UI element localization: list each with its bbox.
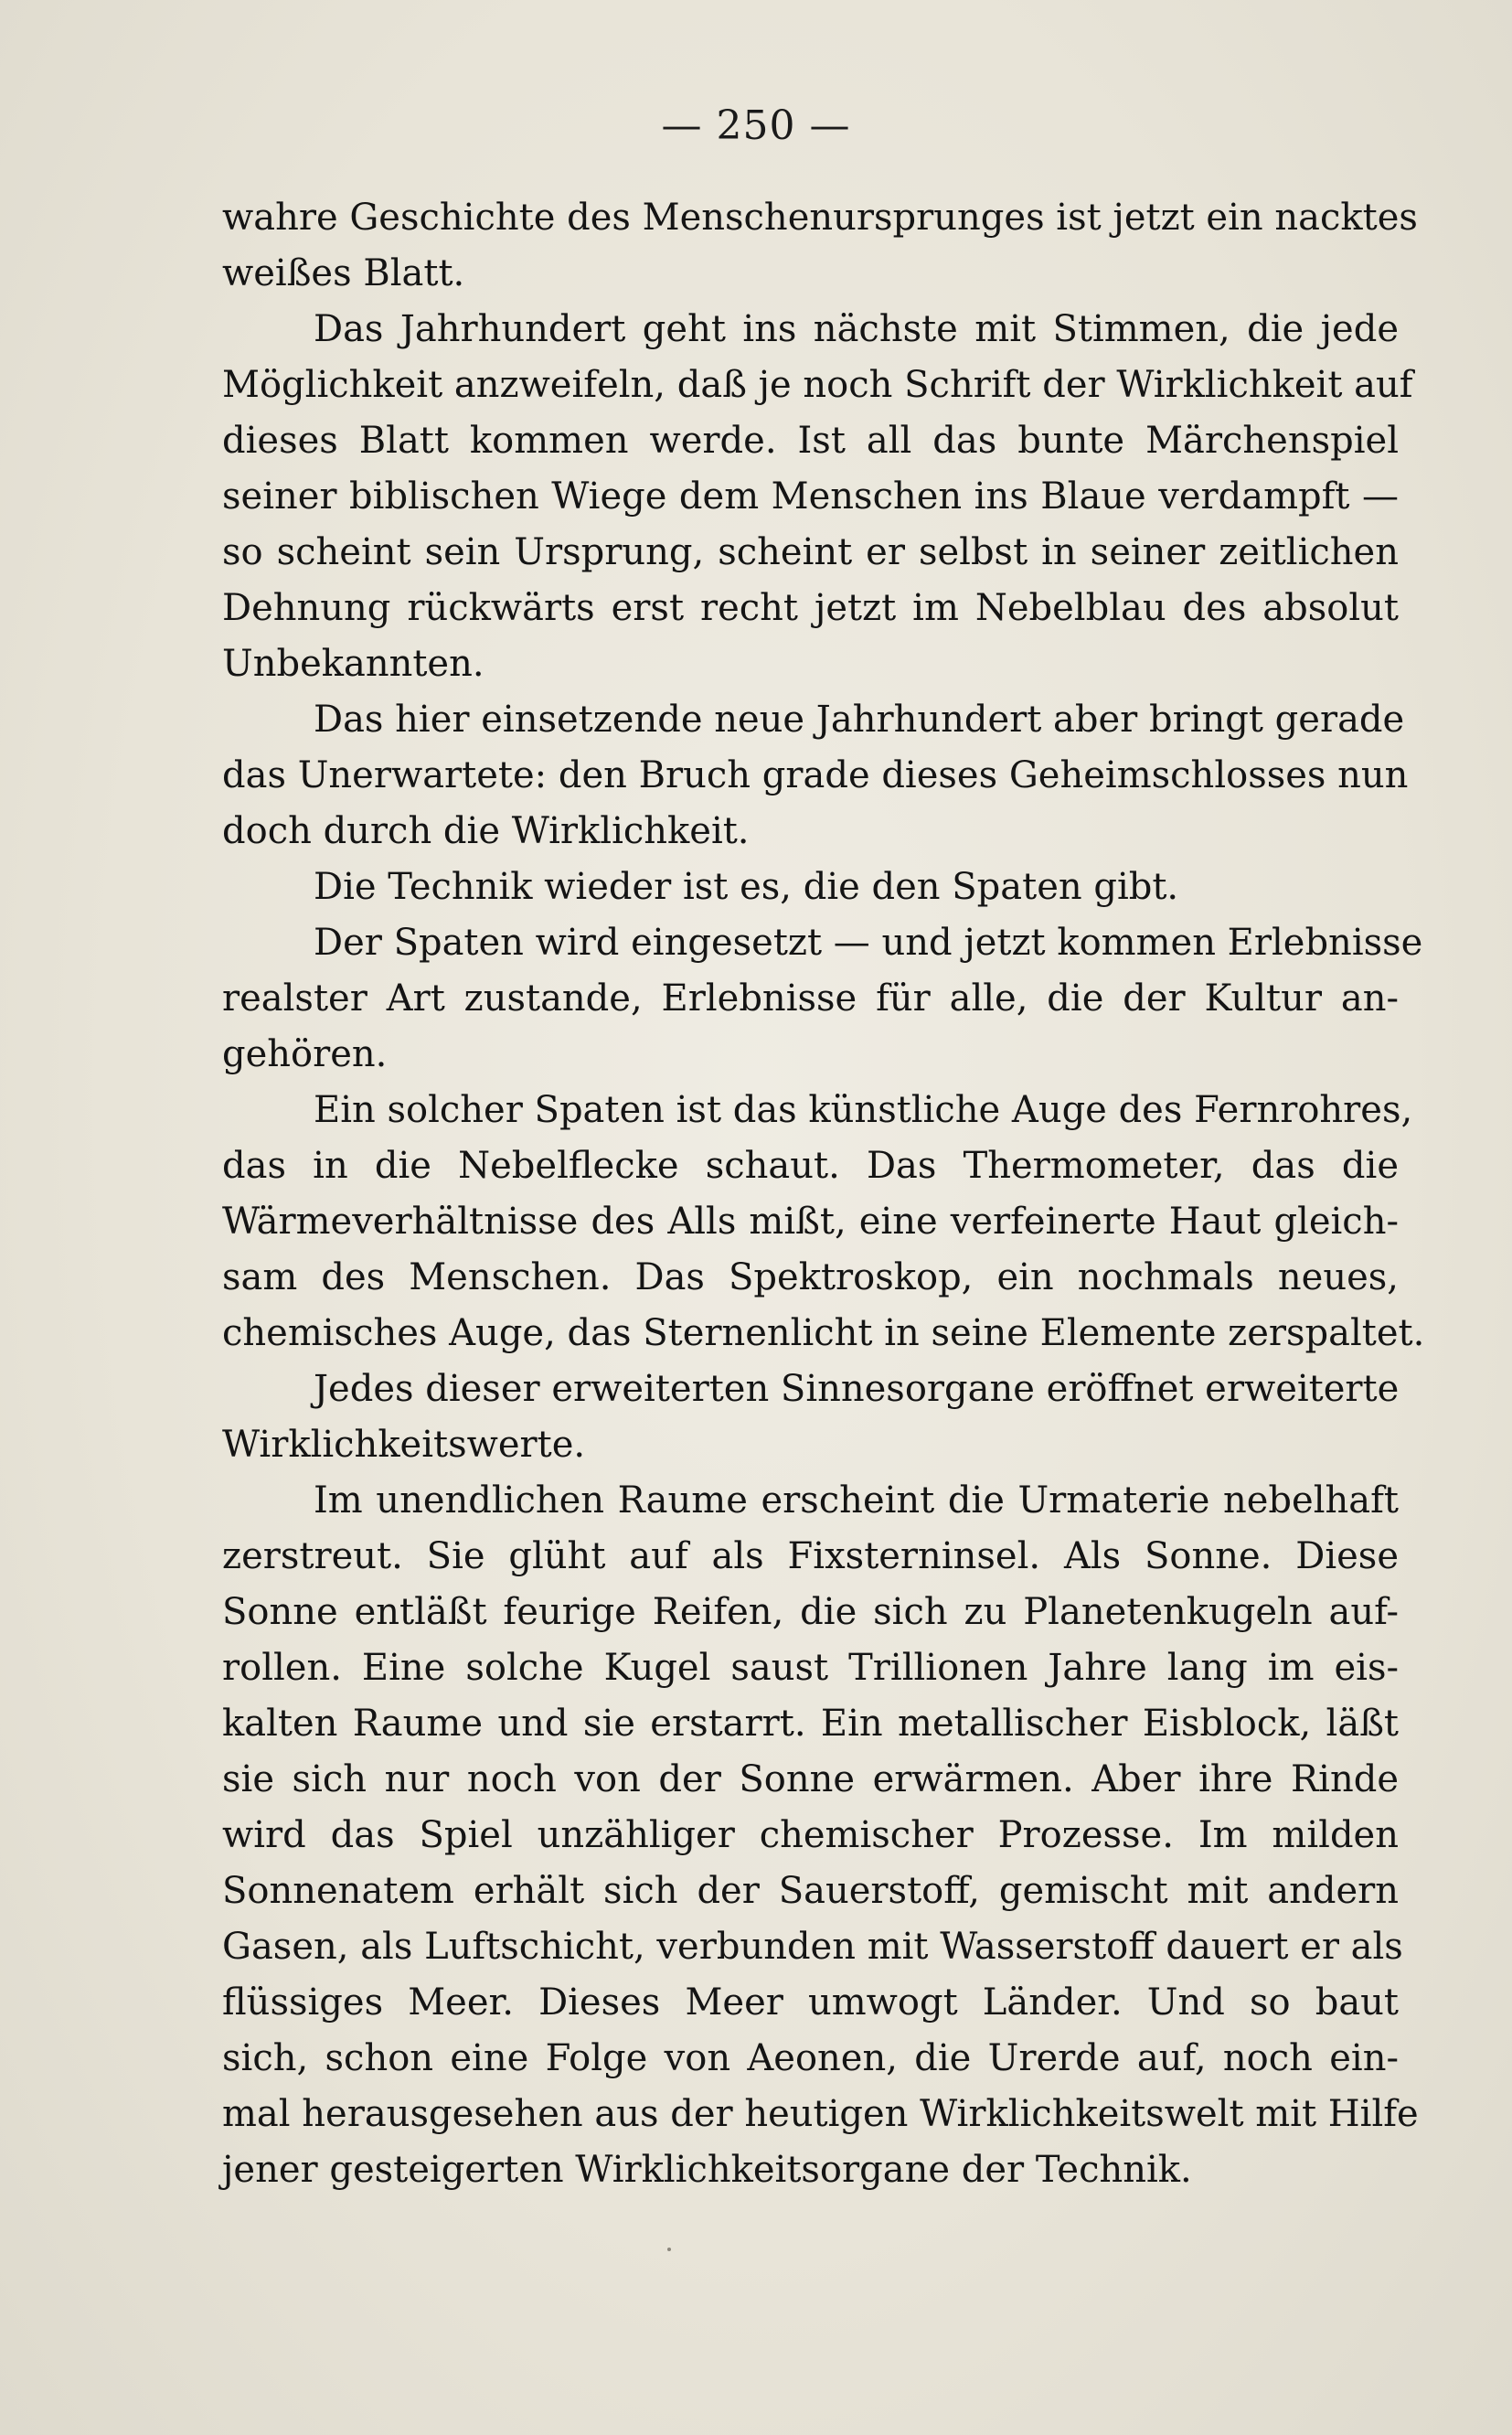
text-line: Möglichkeit anzweifeln, daß je noch Schrift der Wirklichkeit auf bbox=[222, 364, 1413, 406]
text-line: Im unendlichen Raume erscheint die Urmaterie nebelhaft bbox=[314, 1479, 1399, 1522]
text-line: seiner biblischen Wiege dem Menschen ins Blaue verdampft — bbox=[222, 475, 1399, 518]
text-line: Sonne entläßt feurige Reifen, die sich zu Planetenkugeln auf- bbox=[222, 1591, 1399, 1633]
text-line: mal herausgesehen aus der heutigen Wirklichkeitswelt mit Hilfe bbox=[222, 2093, 1419, 2135]
text-line: Unbekannten. bbox=[222, 643, 484, 685]
text-line: realster Art zustande, Erlebnisse für alle, die der Kultur an- bbox=[222, 977, 1399, 1020]
paper-speck bbox=[667, 2248, 671, 2251]
text-line: kalten Raume und sie erstarrt. Ein metallischer Eisblock, läßt bbox=[222, 1703, 1399, 1745]
text-line: Ein solcher Spaten ist das künstliche Auge des Fernrohres, bbox=[314, 1089, 1413, 1131]
text-line: sam des Menschen. Das Spektroskop, ein nochmals neues, bbox=[222, 1256, 1399, 1298]
text-line: doch durch die Wirklichkeit. bbox=[222, 810, 750, 852]
text-line: sich, schon eine Folge von Aeonen, die Urerde auf, noch ein- bbox=[222, 2037, 1399, 2079]
text-line: Das hier einsetzende neue Jahrhundert aber bringt gerade bbox=[314, 699, 1405, 741]
text-line: Wärmeverhältnisse des Alls mißt, eine verfeinerte Haut gleich- bbox=[222, 1201, 1399, 1243]
text-line: rollen. Eine solche Kugel saust Trillionen Jahre lang im eis- bbox=[222, 1647, 1399, 1689]
text-line: das in die Nebelflecke schaut. Das Thermometer, das die bbox=[222, 1145, 1399, 1187]
text-line: so scheint sein Ursprung, scheint er selbst in seiner zeitlichen bbox=[222, 531, 1399, 573]
body-text bbox=[222, 190, 1425, 2198]
text-line: Dehnung rückwärts erst recht jetzt im Nebelblau des absolut bbox=[222, 587, 1399, 629]
page-number: — 250 — bbox=[661, 102, 851, 149]
text-line: jener gesteigerten Wirklichkeitsorgane der Technik. bbox=[222, 2149, 1192, 2191]
text-line: Jedes dieser erweiterten Sinnesorgane eröffnet erweiterte bbox=[314, 1368, 1400, 1410]
text-line: Das Jahrhundert geht ins nächste mit Stimmen, die jede bbox=[314, 308, 1399, 350]
text-line: dieses Blatt kommen werde. Ist all das bunte Märchenspiel bbox=[222, 420, 1399, 462]
text-line: zerstreut. Sie glüht auf als Fixsterninsel. Als Sonne. Diese bbox=[222, 1535, 1399, 1577]
text-line: Wirklichkeitswerte. bbox=[222, 1424, 586, 1466]
text-line: gehören. bbox=[222, 1033, 388, 1075]
text-line: das Unerwartete: den Bruch grade dieses Geheimschlosses nun bbox=[222, 754, 1409, 796]
text-line: Der Spaten wird eingesetzt — und jetzt kommen Erlebnisse bbox=[314, 922, 1423, 964]
text-line: chemisches Auge, das Sternenlicht in seine Elemente zerspaltet. bbox=[222, 1312, 1425, 1354]
text-line: sie sich nur noch von der Sonne erwärmen. Aber ihre Rinde bbox=[222, 1758, 1399, 1800]
text-line: Die Technik wieder ist es, die den Spaten gibt. bbox=[314, 866, 1179, 908]
text-line: flüssiges Meer. Dieses Meer umwogt Länder. Und so baut bbox=[222, 1981, 1399, 2024]
text-line: weißes Blatt. bbox=[222, 252, 465, 294]
text-line: Gasen, als Luftschicht, verbunden mit Wasserstoff dauert er als bbox=[222, 1926, 1403, 1968]
text-line: wahre Geschichte des Menschenursprunges ist jetzt ein nacktes bbox=[222, 197, 1418, 239]
text-line: Sonnenatem erhält sich der Sauerstoff, gemischt mit andern bbox=[222, 1870, 1399, 1912]
text-line: wird das Spiel unzähliger chemischer Prozesse. Im milden bbox=[222, 1814, 1399, 1856]
